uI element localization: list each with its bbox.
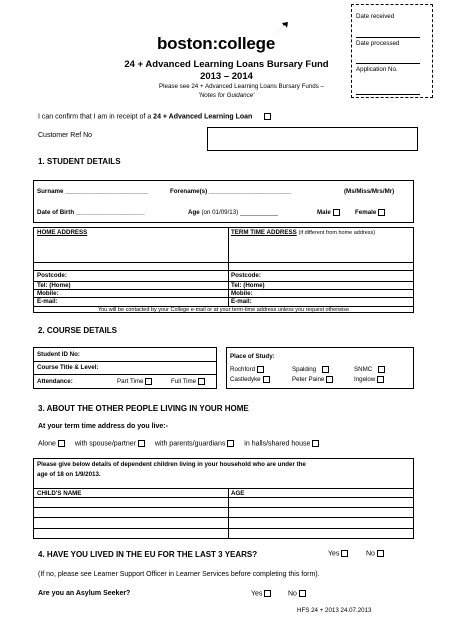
date-received-label: Date received bbox=[356, 13, 395, 20]
age-label: Age bbox=[188, 209, 200, 216]
asylum-question: Are you an Asylum Seeker? bbox=[38, 590, 131, 597]
term-mobile-field[interactable]: Mobile: bbox=[231, 290, 253, 297]
term-address-field[interactable] bbox=[231, 238, 411, 261]
postcode-row-line bbox=[33, 270, 414, 271]
spouse-label: with spouse/partner bbox=[74, 440, 136, 448]
loan-confirmation-checkbox[interactable] bbox=[264, 113, 271, 120]
asylum-no-option[interactable] bbox=[288, 590, 306, 597]
college-logo: boston:college bbox=[157, 34, 276, 53]
dependents-header-top bbox=[33, 488, 414, 489]
spalding-option[interactable] bbox=[292, 366, 329, 373]
parents-checkbox[interactable] bbox=[227, 440, 234, 447]
part-time-checkbox[interactable] bbox=[145, 378, 152, 385]
female-label: Female bbox=[355, 209, 377, 217]
alone-label: Alone bbox=[38, 440, 56, 448]
age-note: (on 01/09/13) ___________ bbox=[201, 209, 278, 216]
term-postcode-field[interactable]: Postcode: bbox=[231, 272, 261, 279]
term-address-note: (if different from home address) bbox=[298, 230, 376, 236]
asylum-yes-label: Yes bbox=[251, 590, 263, 598]
halls-label: in halls/shared house bbox=[244, 440, 311, 448]
title-options: (Ms/Miss/Mrs/Mr) bbox=[344, 188, 395, 195]
home-address-label: HOME ADDRESS bbox=[37, 229, 88, 236]
asylum-yes-option[interactable] bbox=[251, 590, 271, 597]
snmc-label: SNMC bbox=[354, 366, 373, 374]
form-title: 24 + Advanced Learning Loans Bursary Fund bbox=[124, 59, 329, 70]
child-age-header: AGE bbox=[231, 490, 245, 497]
forenames-field[interactable]: Forename(s) ________________________ bbox=[170, 188, 292, 195]
eu-yes-checkbox[interactable] bbox=[341, 550, 348, 557]
age-field[interactable] bbox=[188, 209, 278, 216]
part-time-option[interactable] bbox=[117, 378, 152, 385]
loan-confirmation bbox=[38, 113, 271, 120]
snmc-option[interactable] bbox=[354, 366, 385, 373]
spalding-checkbox[interactable] bbox=[322, 366, 329, 373]
female-checkbox[interactable] bbox=[378, 209, 385, 216]
student-id-field[interactable]: Student ID No: bbox=[37, 351, 80, 358]
contact-note: You will be contacted by your College e-mail or at your term-time address unless you request otherwise bbox=[97, 307, 350, 313]
home-address-field[interactable] bbox=[36, 238, 226, 261]
spouse-checkbox[interactable] bbox=[138, 440, 145, 447]
address-divider bbox=[228, 227, 229, 306]
eu-yes-option[interactable] bbox=[328, 550, 348, 557]
loan-confirmation-text: I can confirm that I am in receipt of a bbox=[38, 113, 154, 121]
guidance-note-title: 'Notes for Guidance' bbox=[198, 92, 255, 99]
attendance-label: Attendance: bbox=[37, 378, 73, 385]
full-time-checkbox[interactable] bbox=[198, 378, 205, 385]
child-age-field[interactable] bbox=[230, 498, 413, 538]
asylum-yes-checkbox[interactable] bbox=[264, 590, 271, 597]
castledyke-label: Castledyke bbox=[230, 376, 261, 384]
email-row-line bbox=[33, 297, 414, 298]
parents-label: with parents/guardians bbox=[154, 440, 226, 448]
halls-checkbox[interactable] bbox=[312, 440, 319, 447]
male-option[interactable] bbox=[317, 209, 340, 216]
application-no-label: Application No. bbox=[356, 66, 398, 73]
eu-note: (If no, please see Learner Support Officer in Learner Services before completing this form). bbox=[38, 571, 320, 578]
course-title-field[interactable]: Course Title & Level: bbox=[37, 364, 99, 371]
childs-name-header: CHILD'S NAME bbox=[37, 490, 82, 497]
term-email-field[interactable]: E-mail: bbox=[231, 298, 252, 305]
home-tel-field[interactable]: Tel: (Home) bbox=[37, 282, 71, 289]
loan-confirmation-bold: 24 + Advanced Learning Loan bbox=[153, 113, 253, 121]
male-label: Male bbox=[317, 209, 331, 217]
eu-no-checkbox[interactable] bbox=[377, 550, 384, 557]
course-row-line-2 bbox=[33, 374, 217, 375]
castledyke-checkbox[interactable] bbox=[263, 376, 270, 383]
dependents-instruction-1: Please give below details of dependent children living in your household who are under the bbox=[37, 461, 306, 468]
living-options bbox=[38, 440, 319, 447]
spalding-label: Spalding bbox=[292, 366, 317, 374]
customer-ref-field[interactable] bbox=[207, 127, 418, 151]
rochford-option[interactable] bbox=[230, 366, 264, 373]
female-option[interactable] bbox=[355, 209, 385, 216]
asylum-no-checkbox[interactable] bbox=[299, 590, 306, 597]
peter-paine-label: Peter Paine bbox=[292, 376, 325, 384]
section3-heading: 3. ABOUT THE OTHER PEOPLE LIVING IN YOUR HOME bbox=[38, 404, 249, 413]
form-year: 2013 – 2014 bbox=[200, 71, 253, 82]
section2-heading: 2. COURSE DETAILS bbox=[38, 326, 117, 335]
place-of-study-label: Place of Study: bbox=[230, 353, 275, 360]
home-email-field[interactable]: E-mail: bbox=[37, 298, 58, 305]
form-reference: HFS 24 + 2013 24.07.2013 bbox=[297, 607, 372, 614]
section4-heading: 4. HAVE YOU LIVED IN THE EU FOR THE LAST 3 YEARS? bbox=[38, 550, 258, 559]
living-question: At your term time address do you live:- bbox=[38, 423, 168, 430]
peter-paine-option[interactable] bbox=[292, 376, 333, 383]
childs-name-field[interactable] bbox=[35, 498, 227, 538]
eu-no-option[interactable] bbox=[366, 550, 384, 557]
eu-no-label: No bbox=[366, 550, 375, 558]
asylum-no-label: No bbox=[288, 590, 297, 598]
dependents-instruction-2: age of 18 on 1/9/2013. bbox=[37, 471, 101, 478]
personal-details-box bbox=[33, 180, 414, 223]
rochford-label: Rochford bbox=[230, 366, 256, 374]
section1-heading: 1. STUDENT DETAILS bbox=[38, 157, 121, 166]
home-mobile-field[interactable]: Mobile: bbox=[37, 290, 59, 297]
tel-row-line bbox=[33, 281, 414, 282]
date-received-line bbox=[356, 37, 420, 38]
date-processed-label: Date processed bbox=[356, 40, 400, 47]
dob-field[interactable]: Date of Birth ____________________ bbox=[37, 209, 145, 216]
term-address-label: TERM TIME ADDRESS bbox=[231, 229, 297, 236]
course-row-line-1 bbox=[33, 361, 217, 362]
surname-field[interactable]: Surname ________________________ bbox=[37, 188, 148, 195]
customer-ref-label: Customer Ref No bbox=[38, 132, 93, 139]
full-time-label: Full Time bbox=[171, 378, 197, 386]
term-tel-field[interactable]: Tel: (Home) bbox=[231, 282, 265, 289]
snmc-checkbox[interactable] bbox=[378, 366, 385, 373]
guidance-note: Please see 24 + Advanced Learning Loans Bursary Funds – bbox=[159, 83, 324, 90]
ingelow-label: Ingelow bbox=[354, 376, 376, 384]
alone-checkbox[interactable] bbox=[58, 440, 65, 447]
full-time-option[interactable] bbox=[171, 378, 205, 385]
home-postcode-field[interactable]: Postcode: bbox=[37, 272, 67, 279]
eu-yes-label: Yes bbox=[328, 550, 340, 558]
address-row-line bbox=[33, 262, 414, 263]
mobile-row-line bbox=[33, 289, 414, 290]
ingelow-checkbox[interactable] bbox=[377, 376, 384, 383]
part-time-label: Part Time bbox=[117, 378, 144, 386]
male-checkbox[interactable] bbox=[333, 209, 340, 216]
castledyke-option[interactable] bbox=[230, 376, 270, 383]
ingelow-option[interactable] bbox=[354, 376, 384, 383]
rochford-checkbox[interactable] bbox=[257, 366, 264, 373]
dependents-column-divider bbox=[228, 488, 229, 539]
peter-paine-checkbox[interactable] bbox=[326, 376, 333, 383]
term-address-header bbox=[231, 229, 375, 236]
